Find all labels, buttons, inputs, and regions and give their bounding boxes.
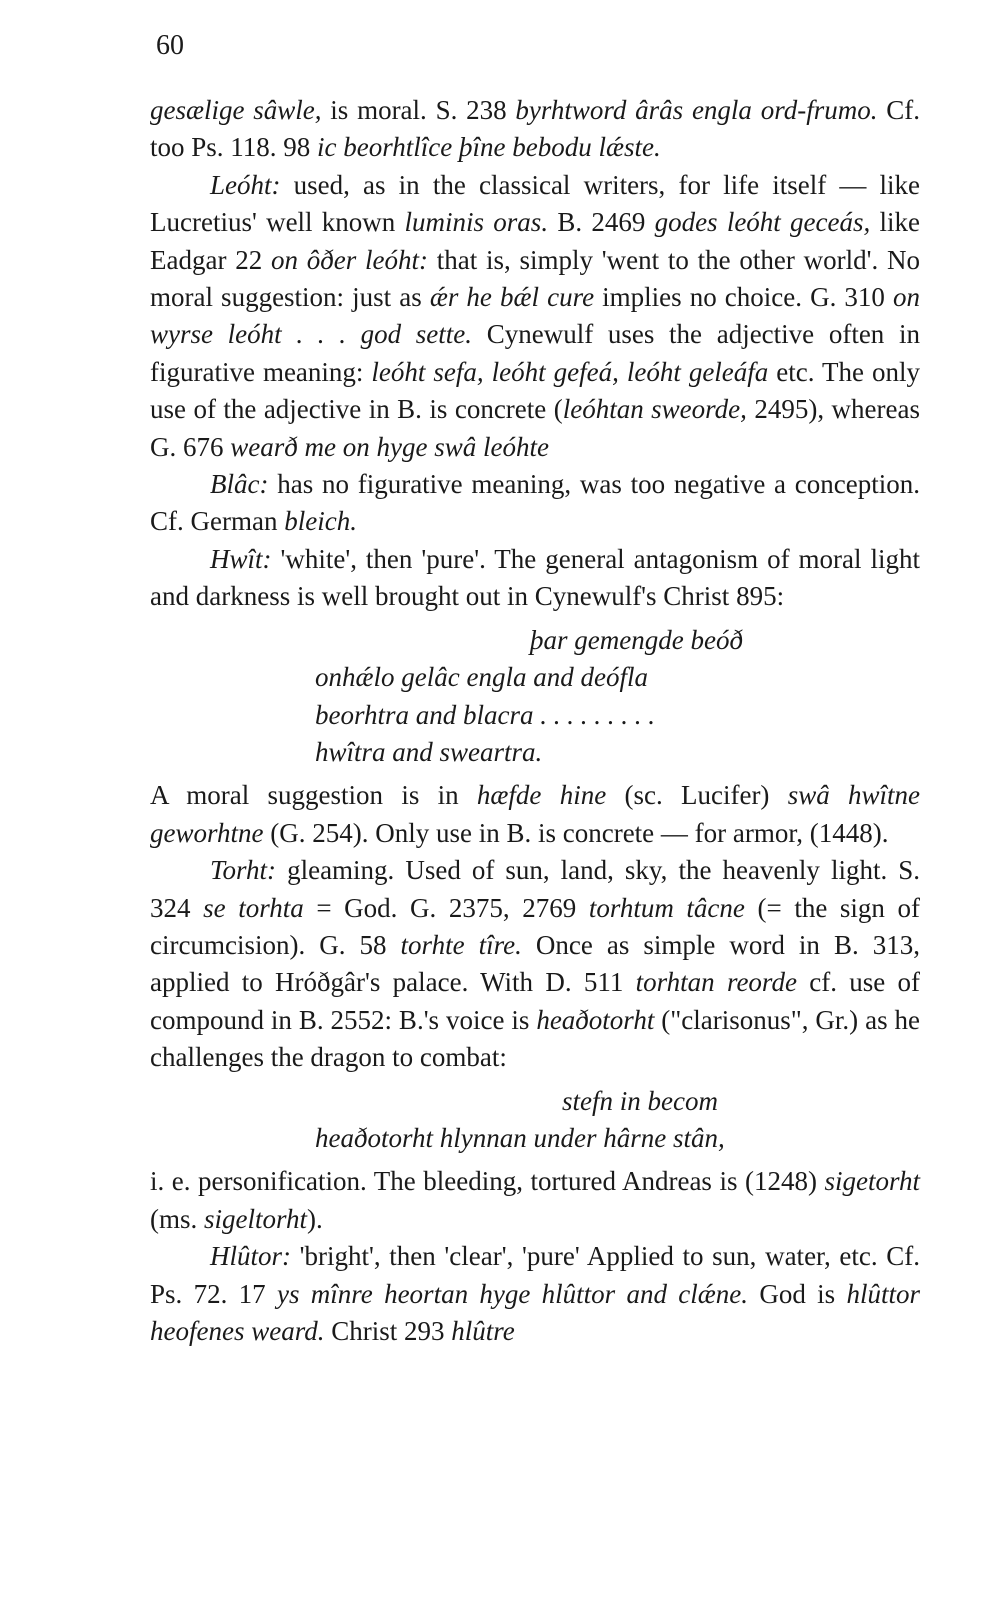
italic-term: on wyrse leóht . . . god sette.: [150, 282, 921, 350]
text-run: ).: [307, 1203, 323, 1234]
text-run: Christ 293: [324, 1316, 452, 1346]
italic-term: ys mînre heortan hyge hlûttor and clǽne.: [276, 1278, 749, 1309]
italic-term: hlûtre: [451, 1316, 515, 1346]
text-run: used, as in the classical writers, for life itself — like Lucretius' well known: [150, 169, 920, 238]
text-run: A moral suggestion is in: [150, 780, 477, 811]
text-run: Cynewulf uses the adjective often in figurative meaning:: [150, 319, 920, 387]
paragraph: [150, 541, 920, 616]
page-text: [150, 92, 920, 1350]
italic-term: luminis oras.: [404, 207, 549, 238]
verse-quote-1: [150, 622, 920, 772]
verse-quote-2: [150, 1083, 920, 1158]
page-number: 60: [156, 30, 184, 61]
verse-line: onhǽlo gelâc engla and deófla: [315, 662, 648, 693]
italic-term: Hlûtor:: [210, 1241, 291, 1272]
paragraph: [150, 852, 920, 1076]
text-run: etc. The only use of the adjective in B. is concrete (: [150, 356, 920, 425]
text-run: Once as simple word in B. 313, applied to Hróðgâr's palace. With D. 511: [150, 929, 920, 998]
italic-term: hlûttor heofenes weard.: [150, 1278, 920, 1346]
italic-term: torhtum tâcne: [588, 892, 745, 923]
italic-term: torhtan reorde: [635, 967, 797, 998]
text-run: gleaming. Used of sun, land, sky, the heavenly light. S. 324: [150, 855, 920, 923]
italic-term: torhte tîre.: [400, 929, 522, 960]
text-run: (sc. Lucifer): [606, 780, 788, 811]
italic-term: Blâc:: [210, 469, 269, 500]
verse-line: stefn in becom: [562, 1085, 718, 1116]
text-run: 'white', then 'pure'. The general antagonism of moral light and darkness is well brought out in Cynewulf's Christ 895:: [150, 543, 920, 612]
paragraph: [150, 777, 920, 852]
text-run: God is: [748, 1278, 847, 1309]
italic-term: gesælige sâwle,: [150, 95, 322, 125]
paragraph-block-1: [150, 92, 920, 616]
italic-term: on ôðer leóht:: [270, 244, 428, 275]
text-run: 'bright', then 'clear', 'pure' Applied to sun, water, etc. Cf. Ps. 72. 17: [150, 1241, 920, 1309]
italic-term: godes leóht geceás,: [654, 207, 871, 238]
italic-term: wearð me on hyge swâ leóhte: [230, 431, 549, 462]
paragraph-block-3: [150, 1163, 920, 1350]
paragraph-block-2: [150, 777, 920, 1076]
text-run: i. e. personification. The bleeding, tortured Andreas is (1248): [150, 1166, 825, 1197]
text-run: cf. use of compound in B. 2552: B.'s voice is: [150, 967, 920, 1035]
italic-term: hæfde hine: [476, 780, 607, 811]
verse-line: beorhtra and blacra . . . . . . . . .: [315, 699, 656, 730]
paragraph: [150, 1163, 920, 1238]
text-run: that is, simply 'went to the other world'. No moral suggestion: just as: [150, 244, 920, 313]
italic-term: bleich.: [284, 506, 357, 537]
text-run: Cf. too Ps. 118. 98: [150, 95, 920, 163]
text-run: (ms.: [150, 1203, 204, 1234]
italic-term: ic beorhtlîce þîne bebodu lǽste.: [317, 132, 661, 163]
paragraph: [150, 92, 920, 167]
paragraph: [150, 1238, 920, 1350]
text-run: = God. G. 2375, 2769: [303, 892, 589, 923]
text-run: (G. 254). Only use in B. is concrete — for armor, (1448).: [263, 817, 889, 848]
verse-line: heaðotorht hlynnan under hârne stân,: [315, 1122, 725, 1153]
text-run: has no figurative meaning, was too negative a conception. Cf. German: [150, 469, 920, 537]
italic-term: Hwît:: [210, 543, 272, 574]
italic-term: sigeltorht: [204, 1203, 308, 1234]
text-run: 2495), whereas G. 676: [150, 394, 920, 462]
text-run: implies no choice. G. 310: [594, 282, 894, 313]
text-run: like Eadgar 22: [150, 207, 920, 275]
verse-line: hwîtra and sweartra.: [315, 736, 543, 767]
italic-term: se torhta: [203, 892, 304, 923]
italic-term: heaðotorht: [536, 1004, 655, 1035]
italic-term: Leóht:: [210, 169, 281, 200]
italic-term: Torht:: [210, 855, 277, 886]
paragraph: [150, 466, 920, 541]
text-run: (= the sign of circumcision). G. 58: [150, 892, 921, 960]
italic-term: swâ hwîtne geworhtne: [150, 780, 921, 848]
italic-term: ǽr he bǽl cure: [429, 282, 595, 313]
paragraph: [150, 167, 920, 466]
italic-term: sigetorht: [824, 1166, 920, 1197]
italic-term: byrhtword ârâs engla ord-frumo.: [515, 95, 878, 125]
text-run: B. 2469: [548, 207, 655, 238]
text-run: is moral. S. 238: [321, 95, 516, 125]
text-run: ("clarisonus", Gr.) as he challenges the dragon to combat:: [150, 1004, 920, 1073]
verse-line: þar gemengde beóð: [530, 624, 743, 655]
italic-term: leóhtan sweorde,: [562, 394, 747, 425]
italic-term: leóht sefa, leóht gefeá, leóht geleáfa: [371, 356, 769, 387]
